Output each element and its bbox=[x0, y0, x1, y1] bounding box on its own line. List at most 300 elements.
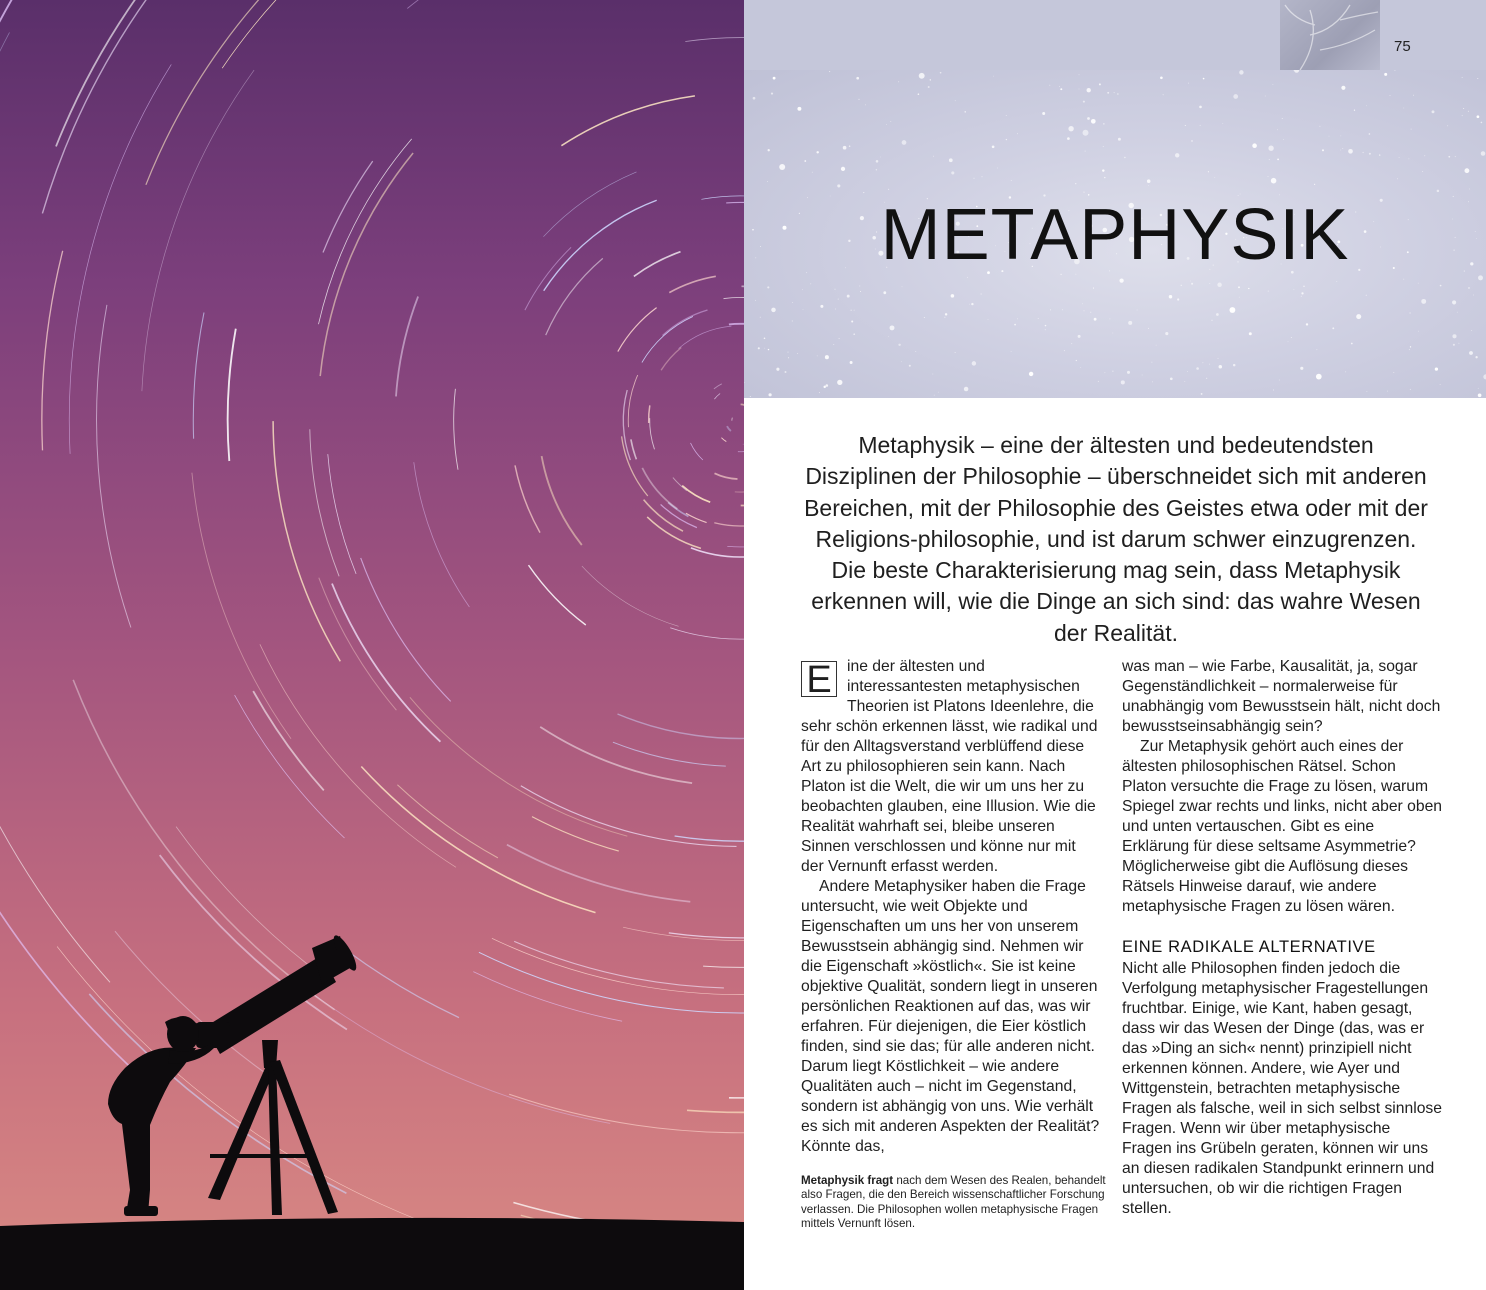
star bbox=[767, 286, 769, 288]
star bbox=[764, 348, 765, 349]
star bbox=[1468, 111, 1469, 112]
star bbox=[1319, 126, 1320, 127]
star bbox=[1409, 312, 1410, 313]
star bbox=[769, 393, 772, 396]
star bbox=[965, 111, 966, 112]
star bbox=[1300, 367, 1303, 370]
star bbox=[1475, 356, 1477, 358]
star bbox=[944, 317, 945, 318]
star bbox=[1050, 309, 1051, 310]
star bbox=[933, 156, 934, 157]
star bbox=[1294, 289, 1295, 290]
star bbox=[972, 361, 976, 365]
star bbox=[1083, 192, 1084, 193]
star bbox=[1316, 374, 1322, 380]
star bbox=[886, 124, 887, 125]
star bbox=[1453, 344, 1455, 346]
star bbox=[1397, 178, 1398, 179]
star bbox=[1356, 314, 1361, 319]
star bbox=[1137, 310, 1138, 311]
star bbox=[1301, 296, 1302, 297]
star bbox=[1165, 332, 1168, 335]
star bbox=[1239, 297, 1240, 298]
star bbox=[1464, 168, 1469, 173]
star bbox=[1418, 331, 1419, 332]
star bbox=[788, 357, 789, 358]
star bbox=[1080, 367, 1081, 368]
star bbox=[802, 289, 803, 290]
star bbox=[1188, 83, 1189, 84]
star bbox=[854, 310, 855, 311]
star bbox=[1187, 371, 1188, 372]
star bbox=[1127, 371, 1130, 374]
star bbox=[804, 160, 806, 162]
star bbox=[1147, 179, 1151, 183]
star bbox=[773, 77, 776, 80]
star bbox=[829, 71, 830, 72]
star bbox=[1152, 362, 1153, 363]
star bbox=[850, 361, 853, 364]
star bbox=[1062, 309, 1063, 310]
star bbox=[1091, 119, 1096, 124]
star bbox=[1011, 351, 1012, 352]
star bbox=[1366, 295, 1367, 296]
star bbox=[930, 79, 931, 80]
star bbox=[1478, 275, 1483, 280]
star bbox=[932, 374, 933, 375]
caption-text: nach dem Wesen des Realen, behandelt also Fragen, die den Bereich wissenschaftlicher Forschung verlassen. Die Philosophen wollen metaphysische Fragen mittels Vernunft lösen. bbox=[801, 1174, 1106, 1230]
star bbox=[1045, 329, 1046, 330]
star bbox=[1422, 171, 1423, 172]
star bbox=[1348, 149, 1353, 154]
star bbox=[758, 347, 760, 349]
star bbox=[823, 386, 825, 388]
star bbox=[839, 338, 840, 339]
star bbox=[997, 168, 998, 169]
star bbox=[1455, 156, 1456, 157]
star bbox=[1411, 129, 1412, 130]
star bbox=[1094, 318, 1097, 321]
star bbox=[888, 336, 889, 337]
star bbox=[849, 145, 850, 146]
paragraph-2: Andere Metaphysiker haben die Frage untersucht, wie weit Objekte und Eigenschaften um uns her von unserem Bewusstsein abhängig sind. Nehmen wir die Eigenschaft »köstlich«. Sie ist keine objektive Qualität, sondern liegt in unseren persönlichen Reaktionen auf das, was wir erfahren. Für diejenigen, die Eier köstlich finden, sind sie das; für alle anderen nicht. Darum liegt Köstlichkeit – wie andere Qualitäten auch – nicht im Gegenstand, sondern ist abhängig von uns. Wie verhält es sich mit anderen Aspekten der Realität? Könnte das, bbox=[801, 878, 1100, 1155]
star bbox=[1201, 393, 1203, 395]
star bbox=[826, 384, 829, 387]
star bbox=[1394, 70, 1395, 71]
star bbox=[825, 355, 829, 359]
star bbox=[1109, 318, 1110, 319]
star bbox=[1117, 93, 1118, 94]
star bbox=[902, 140, 907, 145]
star bbox=[981, 294, 982, 295]
star bbox=[819, 392, 820, 393]
star bbox=[1142, 375, 1143, 376]
star bbox=[1079, 74, 1080, 75]
star bbox=[940, 72, 942, 74]
star bbox=[1279, 380, 1280, 381]
star bbox=[1103, 123, 1104, 124]
star bbox=[797, 353, 798, 354]
intro-paragraph: Metaphysik – eine der ältesten und bedeutendsten Disziplinen der Philosophie – überschneidet sich mit anderen Bereichen, mit der Philosophie des Geistes etwa oder mit der Religions-philosophie, und ist darum schwer einzugrenzen. Die beste Charakterisierung mag sein, dass Metaphysik erkennen will, wie die Dinge an sich sind: das wahre Wesen der Realität. bbox=[804, 432, 1428, 646]
star bbox=[1303, 286, 1305, 288]
star bbox=[981, 176, 982, 177]
star bbox=[1294, 70, 1299, 73]
caption-bold: Metaphysik fragt bbox=[801, 1174, 894, 1187]
star bbox=[1332, 327, 1334, 329]
star bbox=[1152, 382, 1153, 383]
star bbox=[851, 320, 853, 322]
star bbox=[744, 382, 745, 383]
star bbox=[1156, 345, 1157, 346]
star bbox=[1403, 279, 1404, 280]
star bbox=[1268, 146, 1273, 151]
star bbox=[1006, 139, 1007, 140]
star bbox=[1458, 343, 1459, 344]
star bbox=[1477, 115, 1480, 118]
star bbox=[1148, 328, 1149, 329]
star bbox=[898, 81, 899, 82]
star bbox=[1087, 117, 1090, 120]
star bbox=[1196, 367, 1199, 370]
star bbox=[1384, 73, 1387, 76]
star bbox=[1322, 149, 1324, 151]
star bbox=[974, 178, 975, 179]
star bbox=[1076, 360, 1077, 361]
star bbox=[1462, 77, 1463, 78]
star bbox=[1208, 171, 1209, 172]
star bbox=[988, 319, 989, 320]
star bbox=[1473, 295, 1474, 296]
star bbox=[1452, 334, 1456, 338]
paragraph-1-text: ine der ältesten und interessantesten metaphysischen Theorien ist Platons Ideenlehre, die sehr schön erkennen lässt, wie radikal und für den Alltagsverstand verblüffend diese Art zu philosophieren sein kann. Nach Platon ist die Welt, die wir um uns her zu beobachten glauben, eine Illusion. Wie die Realität wahrhaft sei, bleibe unseren Sinnen verschlossen und könne nur mit der Vernunft erfasst werden. bbox=[801, 658, 1098, 875]
star bbox=[1379, 154, 1380, 155]
star bbox=[1059, 86, 1060, 87]
star bbox=[1209, 364, 1210, 365]
star bbox=[792, 302, 793, 303]
star bbox=[833, 344, 834, 345]
star bbox=[865, 105, 866, 106]
star bbox=[835, 289, 836, 290]
star bbox=[1410, 389, 1411, 390]
star bbox=[1390, 95, 1391, 96]
star bbox=[1083, 130, 1089, 136]
star bbox=[993, 76, 994, 77]
star bbox=[1269, 159, 1270, 160]
text-column-2 bbox=[1122, 657, 1444, 1219]
star bbox=[934, 395, 935, 396]
star bbox=[1468, 287, 1469, 288]
star bbox=[898, 344, 900, 346]
star bbox=[856, 77, 859, 80]
star bbox=[1293, 70, 1294, 71]
star bbox=[1362, 152, 1363, 153]
star bbox=[1238, 286, 1240, 288]
star bbox=[1163, 94, 1164, 95]
star bbox=[1233, 364, 1236, 367]
star bbox=[1128, 321, 1132, 325]
star bbox=[851, 310, 852, 311]
star bbox=[1252, 143, 1257, 148]
star bbox=[1469, 351, 1473, 355]
star bbox=[1387, 391, 1388, 392]
star bbox=[1175, 153, 1179, 157]
star bbox=[1064, 350, 1065, 351]
star bbox=[1184, 381, 1185, 382]
star bbox=[1011, 180, 1012, 181]
star bbox=[890, 121, 891, 122]
star bbox=[1282, 118, 1283, 119]
star bbox=[1112, 333, 1113, 334]
star bbox=[901, 361, 902, 362]
star bbox=[1098, 381, 1099, 382]
star bbox=[1038, 318, 1039, 319]
star bbox=[1084, 311, 1085, 312]
star bbox=[1329, 136, 1330, 137]
star bbox=[1369, 153, 1371, 155]
star bbox=[760, 317, 761, 318]
star bbox=[1409, 349, 1410, 350]
star bbox=[1283, 139, 1284, 140]
star bbox=[1209, 283, 1210, 284]
star bbox=[810, 284, 811, 285]
star bbox=[915, 351, 916, 352]
star bbox=[820, 305, 823, 308]
star bbox=[880, 157, 881, 158]
star bbox=[1006, 115, 1007, 116]
star bbox=[1457, 312, 1458, 313]
star bbox=[860, 291, 861, 292]
star bbox=[803, 309, 804, 310]
star bbox=[1102, 169, 1104, 171]
star bbox=[1403, 108, 1404, 109]
star bbox=[1273, 84, 1274, 85]
star bbox=[969, 304, 970, 305]
star bbox=[1477, 78, 1478, 79]
paragraph-1 bbox=[801, 657, 1101, 877]
star bbox=[1440, 384, 1441, 385]
star bbox=[928, 86, 930, 88]
star bbox=[1107, 92, 1109, 94]
star bbox=[1190, 281, 1191, 282]
star bbox=[1170, 377, 1173, 380]
star bbox=[1124, 157, 1125, 158]
text-page bbox=[744, 0, 1486, 1290]
star bbox=[1435, 367, 1438, 370]
star bbox=[838, 299, 839, 300]
star bbox=[1185, 125, 1186, 126]
star bbox=[1229, 307, 1235, 313]
star bbox=[888, 189, 889, 190]
star bbox=[1342, 148, 1343, 149]
star bbox=[1366, 391, 1367, 392]
star bbox=[768, 149, 770, 151]
section-heading: EINE RADIKALE ALTERNATIVE bbox=[1122, 938, 1376, 956]
star bbox=[858, 99, 859, 100]
star bbox=[1214, 177, 1215, 178]
star bbox=[1448, 156, 1450, 158]
star bbox=[1314, 184, 1315, 185]
star bbox=[1408, 158, 1409, 159]
starfield-banner bbox=[744, 70, 1486, 398]
tree-thumbnail bbox=[1280, 0, 1380, 70]
star bbox=[902, 286, 903, 287]
star bbox=[951, 171, 954, 174]
star bbox=[1017, 318, 1018, 319]
star bbox=[1440, 285, 1442, 287]
star bbox=[1085, 151, 1086, 152]
star bbox=[750, 396, 751, 397]
star bbox=[1068, 126, 1073, 131]
star bbox=[1118, 138, 1121, 141]
star bbox=[1121, 380, 1125, 384]
star bbox=[776, 368, 779, 371]
star bbox=[1317, 349, 1318, 350]
star bbox=[967, 277, 968, 278]
star bbox=[1222, 123, 1223, 124]
star bbox=[1211, 320, 1212, 321]
star bbox=[771, 308, 776, 313]
star bbox=[1029, 372, 1033, 376]
star bbox=[1340, 136, 1341, 137]
star bbox=[797, 107, 801, 111]
star bbox=[938, 392, 939, 393]
star bbox=[812, 172, 813, 173]
star bbox=[1206, 378, 1207, 379]
star bbox=[1075, 183, 1076, 184]
star bbox=[768, 349, 769, 350]
star bbox=[1421, 299, 1426, 304]
star bbox=[1265, 96, 1266, 97]
star bbox=[1336, 281, 1337, 282]
star bbox=[1301, 292, 1303, 294]
star bbox=[847, 295, 850, 298]
star bbox=[1478, 393, 1482, 397]
star bbox=[1478, 388, 1479, 389]
star bbox=[1079, 89, 1080, 90]
star bbox=[964, 387, 969, 392]
star bbox=[1177, 298, 1179, 300]
star bbox=[1469, 189, 1470, 190]
star bbox=[853, 333, 855, 335]
star bbox=[1217, 283, 1222, 288]
star bbox=[1399, 157, 1400, 158]
star bbox=[1191, 140, 1192, 141]
star bbox=[1277, 129, 1278, 130]
star bbox=[1369, 133, 1371, 135]
star bbox=[755, 300, 756, 301]
star bbox=[1114, 92, 1115, 93]
star bbox=[859, 286, 860, 287]
star bbox=[1087, 88, 1091, 92]
star bbox=[816, 151, 818, 153]
star bbox=[1083, 101, 1085, 103]
star bbox=[1432, 110, 1435, 113]
star bbox=[1105, 372, 1106, 373]
star bbox=[1340, 150, 1341, 151]
star bbox=[992, 145, 995, 148]
star bbox=[771, 93, 773, 95]
text-column-1 bbox=[801, 657, 1101, 1157]
star bbox=[1273, 390, 1274, 391]
star bbox=[1463, 108, 1464, 109]
star bbox=[1014, 324, 1016, 326]
star bbox=[955, 352, 956, 353]
star bbox=[843, 146, 847, 150]
star bbox=[883, 291, 886, 294]
star bbox=[1393, 372, 1394, 373]
star bbox=[1103, 146, 1104, 147]
star bbox=[785, 371, 787, 373]
star bbox=[1078, 335, 1081, 338]
star bbox=[890, 325, 895, 330]
drop-cap: E bbox=[801, 661, 837, 697]
star bbox=[876, 160, 879, 163]
star bbox=[1471, 330, 1472, 331]
star bbox=[788, 352, 789, 353]
star bbox=[1169, 295, 1172, 298]
star bbox=[1271, 178, 1277, 184]
star bbox=[1067, 137, 1070, 140]
star bbox=[1060, 88, 1062, 90]
star bbox=[1119, 278, 1123, 282]
star bbox=[1418, 283, 1419, 284]
star bbox=[1218, 358, 1219, 359]
star bbox=[1104, 177, 1105, 178]
star bbox=[1268, 291, 1269, 292]
star bbox=[1288, 341, 1289, 342]
star bbox=[1341, 86, 1345, 90]
paragraph-4: Zur Metaphysik gehört auch eines der ältesten philosophischen Rätsel. Schon Platon versuchte die Frage zu lösen, warum Spiegel zwar rechts und links, nicht aber oben und unten vertauschen. Gibt es eine Erklärung für diese seltsame Asymmetrie? Möglicherweise gibt die Auflösung dieses Rätsels Hinweise darauf, wie andere metaphysische Fragen zu lösen wären. bbox=[1122, 738, 1443, 915]
star bbox=[1219, 365, 1223, 369]
star bbox=[1148, 185, 1149, 186]
star bbox=[1291, 337, 1292, 338]
star bbox=[1249, 332, 1252, 335]
star bbox=[1049, 85, 1050, 86]
star bbox=[955, 100, 956, 101]
star bbox=[1345, 372, 1346, 373]
tree-icon bbox=[1280, 0, 1380, 70]
star bbox=[1413, 95, 1414, 96]
star bbox=[779, 164, 785, 170]
star bbox=[1268, 176, 1269, 177]
star bbox=[837, 380, 842, 385]
page-title: METAPHYSIK bbox=[880, 195, 1350, 275]
star bbox=[1410, 346, 1411, 347]
star bbox=[1093, 288, 1094, 289]
star bbox=[792, 320, 793, 321]
star bbox=[1090, 312, 1091, 313]
paragraph-5: Nicht alle Philosophen finden jedoch die Verfolgung metaphysischer Fragestellungen fruchtbar. Einige, wie Kant, haben gesagt, dass wir das Wesen der Dinge (das, was er das »Ding an sich« nennt) prinzipiell nicht erkennen können. Andere, wie Ayer und Wittgenstein, betrachten metaphysische Fragen als falsche, weil in sich selbst sinnlose Fragen. Wenn wir über metaphysische Fragen ins Grübeln geraten, können wir uns an diesen radikalen Standpunkt erinnern und untersuchen, ob wir die richtigen Fragen stellen. bbox=[1122, 960, 1443, 1217]
star bbox=[1248, 288, 1249, 289]
star bbox=[949, 158, 953, 162]
star bbox=[1354, 110, 1355, 111]
paragraph-3: was man – wie Farbe, Kausalität, ja, sogar Gegenständlichkeit – normalerweise für unabhängig vom Bewusstsein hält, nicht doch bewusstseinsabhängig sein? bbox=[1122, 658, 1441, 735]
star bbox=[753, 97, 756, 100]
star bbox=[876, 169, 877, 170]
star bbox=[1071, 343, 1072, 344]
star bbox=[1424, 155, 1425, 156]
star bbox=[1452, 300, 1456, 304]
star bbox=[841, 167, 845, 171]
star bbox=[951, 294, 955, 298]
star bbox=[1200, 125, 1201, 126]
star bbox=[1017, 133, 1018, 134]
star bbox=[1216, 313, 1219, 316]
star bbox=[1191, 283, 1193, 285]
star bbox=[1045, 325, 1046, 326]
star bbox=[1199, 106, 1202, 109]
star bbox=[918, 93, 920, 95]
